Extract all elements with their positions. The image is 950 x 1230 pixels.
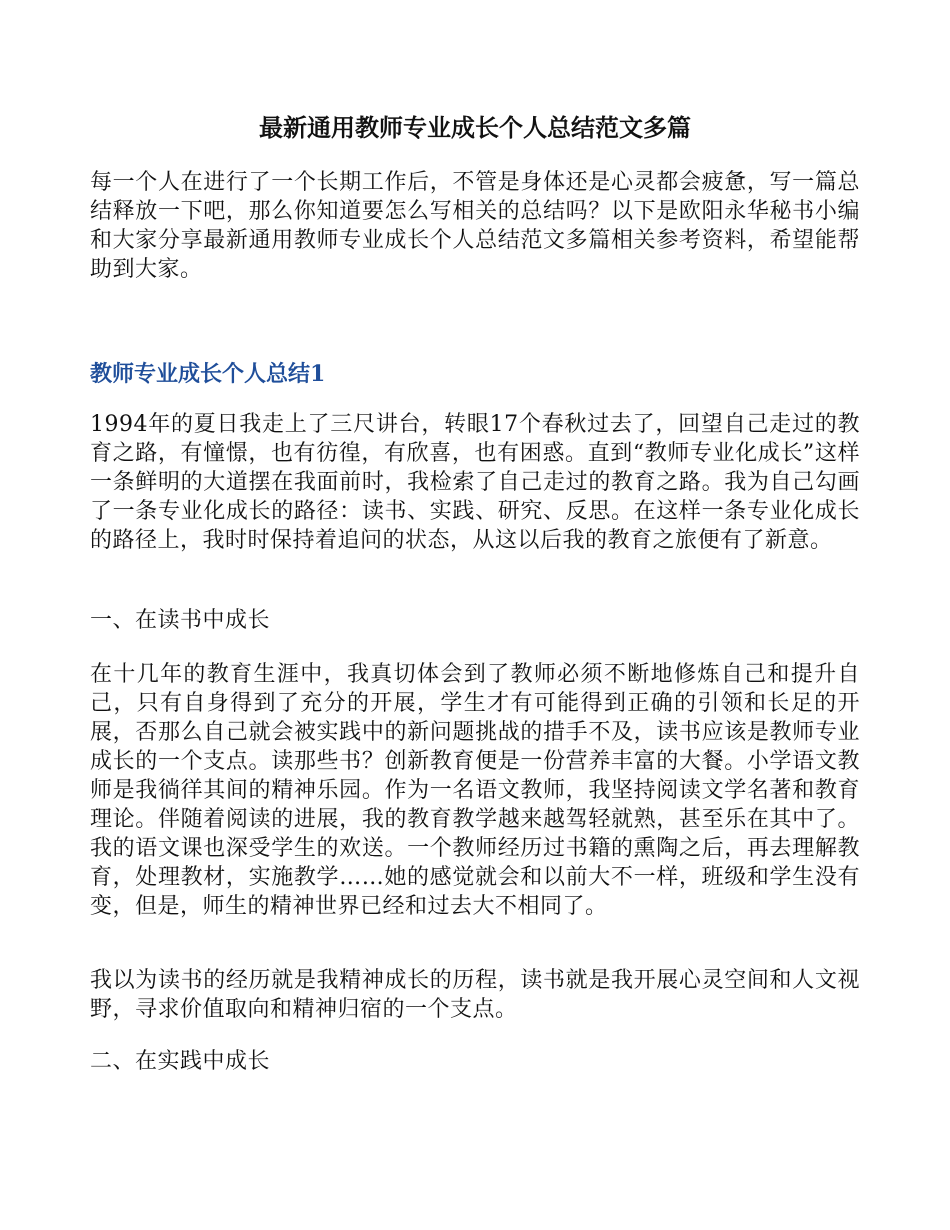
body-paragraph-2: 在十几年的教育生涯中，我真切体会到了教师必须不断地修炼自己和提升自己，只有自身得到了充分的开展，学生才有可能得到正确的引领和长足的开展，否那么自己就会被实践中的新问题挑战的措手不及，读书应该是教师专业成长的一个支点。读那些书？创新教育便是一份营养丰富的大餐。小学语文教师是我徜徉其间的精神乐园。作为一名语文教师，我坚持阅读文学名著和教育理论。伴随着阅读的进展，我的教育教学越来越驾轻就熟，甚至乐在其中了。我的语文课也深受学生的欢送。一个教师经历过书籍的熏陶之后，再去理解教育，处理教材，实施教学……她的感觉就会和以前大不一样，班级和学生没有变，但是，师生的精神世界已经和过去大不相同了。: [90, 662, 860, 919]
body-paragraph-1: 1994年的夏日我走上了三尺讲台，转眼17个春秋过去了，回望自己走过的教育之路，有憧憬，也有彷徨，有欣喜，也有困惑。直到“教师专业化成长”这样一条鲜明的大道摆在我面前时，我检索了自己走过的教育之路。我为自己勾画了一条专业化成长的路径：读书、实践、研究、反思。在这样一条专业化成长的路径上，我时时保持着追问的状态，从这以后我的教育之旅便有了新意。: [90, 412, 860, 553]
body-paragraph-3: 我以为读书的经历就是我精神成长的历程，读书就是我开展心灵空间和人文视野，寻求价值取向和精神归宿的一个支点。: [90, 968, 860, 1022]
subheading-reading: 一、在读书中成长: [90, 608, 271, 633]
section-heading: 教师专业成长个人总结1: [90, 361, 326, 387]
subheading-practice: 二、在实践中成长: [90, 1049, 271, 1074]
intro-paragraph: 每一个人在进行了一个长期工作后，不管是身体还是心灵都会疲惫，写一篇总结释放一下吧，那么你知道要怎么写相关的总结吗？以下是欧阳永华秘书小编和大家分享最新通用教师专业成长个人总结范文多篇相关参考资料，希望能帮助到大家。: [90, 170, 860, 282]
document-title: 最新通用教师专业成长个人总结范文多篇: [259, 113, 691, 142]
